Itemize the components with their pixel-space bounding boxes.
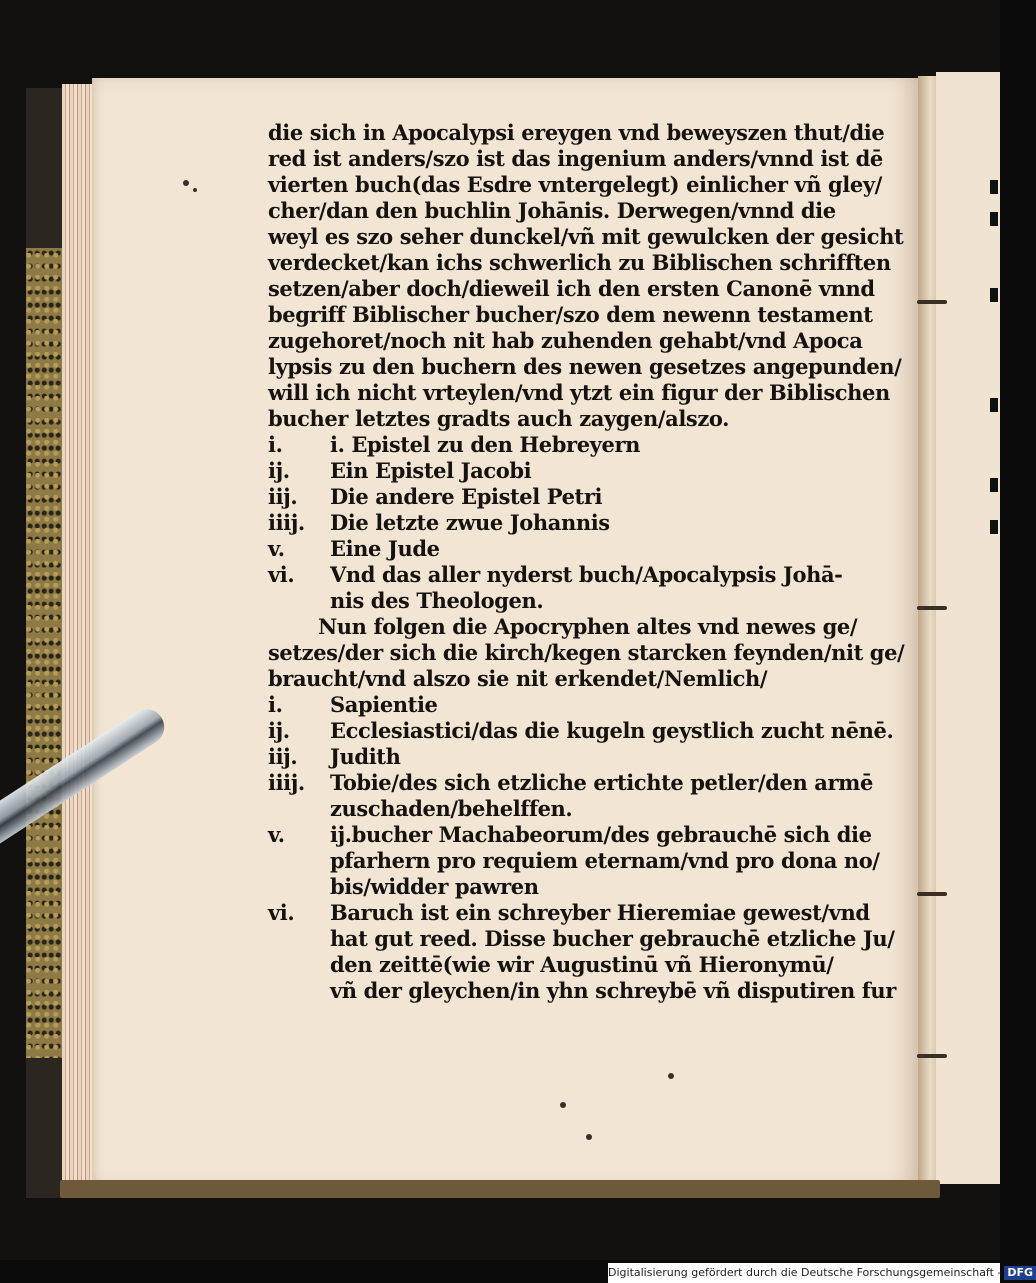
list-item-number: vi. <box>268 562 295 587</box>
text-line: zugehoret/noch nit hab zuhenden gehabt/vnd Apoca <box>268 328 863 353</box>
binding-stitch <box>917 1054 947 1058</box>
list-item <box>268 744 848 770</box>
text-line: lypsis zu den buchern des newen gesetzes angepunden/ <box>268 354 902 379</box>
text-line: die sich in Apocalypsi ereygen vnd beweyszen thut/die <box>268 120 885 145</box>
text-line: verdecket/kan ichs schwerlich zu Biblischen schrifften <box>268 250 891 275</box>
list-item <box>268 770 873 796</box>
paper-speck <box>183 180 189 186</box>
list-item-text: Die andere Epistel Petri <box>330 484 603 509</box>
paper-speck <box>586 1134 592 1140</box>
opening-paragraph <box>268 120 904 432</box>
text-line: cher/dan den buchlin Johānis. Derwegen/vnnd die <box>268 198 836 223</box>
text-line: den zeittē(wie wir Augustinū vñ Hieronymū/ <box>330 952 834 977</box>
text-line: bis/widder pawren <box>330 874 539 899</box>
text-line: Nun folgen die Apocryphen altes vnd newes ge/ <box>318 614 858 639</box>
list-item-number: vi. <box>268 900 295 925</box>
paper-speck <box>193 188 197 192</box>
apocrypha-paragraph <box>268 614 905 692</box>
list-item-number: iiij. <box>268 510 305 535</box>
facing-page <box>936 72 1000 1184</box>
list-item-number: ij. <box>268 458 290 483</box>
list-item-text: ij.bucher Machabeorum/des gebrauchē sich die <box>330 822 872 847</box>
list-item <box>268 718 894 744</box>
page-text <box>268 120 905 1004</box>
text-line: will ich nicht vrteylen/vnd ytzt ein figur der Biblischen <box>268 380 890 405</box>
text-line: nis des Theologen. <box>330 588 544 613</box>
list-item-number: v. <box>268 536 285 561</box>
apocrypha-books-list <box>268 692 896 1004</box>
list-item-text: Sapientie <box>330 692 438 717</box>
dfg-logo: DFG <box>1004 1266 1036 1280</box>
text-line: hat gut reed. Disse bucher gebrauchē etzliche Ju/ <box>330 926 895 951</box>
list-item-text: Tobie/des sich etzliche ertichte petler/den armē <box>330 770 873 795</box>
list-item-text: Baruch ist ein schreyber Hieremiae gewest/vnd <box>330 900 870 925</box>
list-item-text: i. Epistel zu den Hebreyern <box>330 432 640 457</box>
list-item-text: Vnd das aller nyderst buch/Apocalypsis Johā- <box>330 562 843 587</box>
text-line: vierten buch(das Esdre vntergelegt) einlicher vñ gley/ <box>268 172 882 197</box>
list-item-number: iij. <box>268 484 298 509</box>
binding-stitch <box>917 892 947 896</box>
list-item <box>268 900 870 926</box>
text-line: zuschaden/behelffen. <box>330 796 573 821</box>
cover-bottom-edge <box>60 1180 940 1198</box>
list-item-number: ij. <box>268 718 290 743</box>
text-line: pfarhern pro requiem eternam/vnd pro dona no/ <box>330 848 880 873</box>
text-line: vñ der gleychen/in yhn schreybē vñ disputiren fur <box>330 978 896 1003</box>
text-line: setzen/aber doch/dieweil ich den ersten Canonē vnnd <box>268 276 875 301</box>
book-gutter <box>918 76 938 1186</box>
list-item <box>268 458 848 484</box>
list-item <box>268 432 848 458</box>
binding-stitch <box>917 300 947 304</box>
list-item-number: iij. <box>268 744 298 769</box>
list-item-text: Judith <box>330 744 401 769</box>
list-item <box>268 536 848 562</box>
list-item-number: iiij. <box>268 770 305 795</box>
list-item <box>268 692 848 718</box>
list-item <box>268 822 872 848</box>
canonical-books-list <box>268 432 848 614</box>
footer-text: Digitalisierung gefördert durch die Deutsche Forschungsgemeinschaft - <box>608 1266 1002 1279</box>
text-line: begriff Biblischer bucher/szo dem newenn testament <box>268 302 873 327</box>
list-item-text: Ein Epistel Jacobi <box>330 458 532 483</box>
list-item-text: Die letzte zwue Johannis <box>330 510 610 535</box>
paper-speck <box>560 1102 566 1108</box>
list-item-text: Eine Jude <box>330 536 440 561</box>
footer-credit <box>608 1263 1034 1283</box>
text-line: bucher letztes gradts auch zaygen/alszo. <box>268 406 730 431</box>
paper-speck <box>668 1073 674 1079</box>
text-line: weyl es szo seher dunckel/vñ mit gewulcken der gesicht <box>268 224 904 249</box>
list-item-number: i. <box>268 692 283 717</box>
list-item-number: i. <box>268 432 283 457</box>
text-line: setzes/der sich die kirch/kegen starcken feynden/nit ge/ <box>268 640 905 665</box>
list-item-text: Ecclesiastici/das die kugeln geystlich zucht nēnē. <box>330 718 894 743</box>
list-item-number: v. <box>268 822 285 847</box>
list-item <box>268 562 848 588</box>
list-item <box>268 484 848 510</box>
binding-stitch <box>917 606 947 610</box>
text-line: braucht/vnd alszo sie nit erkendet/Nemlich/ <box>268 666 768 691</box>
list-item <box>268 510 848 536</box>
text-line: red ist anders/szo ist das ingenium anders/vnnd ist dē <box>268 146 883 171</box>
